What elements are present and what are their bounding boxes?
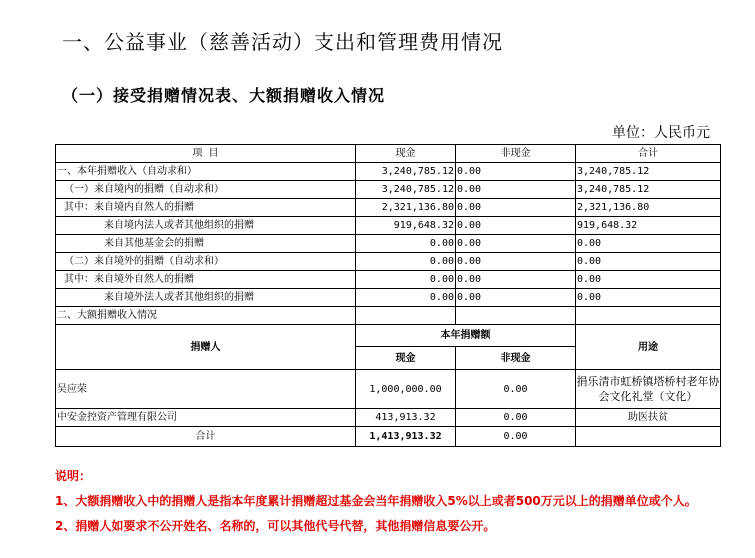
row-total: 919,648.32 xyxy=(576,217,721,235)
total-label: 合计 xyxy=(56,427,356,447)
row-noncash: 0.00 xyxy=(456,253,576,271)
row-total: 0.00 xyxy=(576,253,721,271)
row-cash: 0.00 xyxy=(356,253,456,271)
row-label: 一、本年捐赠收入（自动求和） xyxy=(56,163,356,181)
note-item-1: 1、大额捐赠收入中的捐赠人是指本年度累计捐赠超过基金会当年捐赠收入5%以上或者500万元以上的捐赠单位或个人。 xyxy=(55,494,697,508)
notes-title: 说明： xyxy=(55,469,92,483)
header-cash: 现金 xyxy=(356,145,456,163)
row-cash: 0.00 xyxy=(356,271,456,289)
row-cash: 919,648.32 xyxy=(356,217,456,235)
total-cash: 1,413,913.32 xyxy=(356,427,456,447)
row-cash: 2,321,136.80 xyxy=(356,199,456,217)
header-total: 合计 xyxy=(576,145,721,163)
table-header-row xyxy=(56,145,721,163)
table-row xyxy=(56,235,721,253)
header-noncash: 非现金 xyxy=(456,145,576,163)
currency-unit: 单位：人民币元 xyxy=(612,125,710,141)
table-row xyxy=(56,370,721,409)
row-cash: 0.00 xyxy=(356,289,456,307)
table-row xyxy=(56,181,721,199)
row-noncash: 0.00 xyxy=(456,199,576,217)
donor-name: 吴应荣 xyxy=(56,370,356,409)
empty-cell xyxy=(576,307,721,325)
donor-use: 助医扶贫 xyxy=(576,409,721,427)
donor-noncash: 0.00 xyxy=(456,409,576,427)
table-row xyxy=(56,409,721,427)
row-total: 0.00 xyxy=(576,235,721,253)
empty-cell xyxy=(576,427,721,447)
notes-section xyxy=(55,464,730,539)
row-label: 其中：来自境外自然人的捐赠 xyxy=(56,271,356,289)
table-row xyxy=(56,199,721,217)
section-row xyxy=(56,307,721,325)
section-title: （一）接受捐赠情况表、大额捐赠收入情况 xyxy=(62,86,386,105)
large-donation-section-label: 二、大额捐赠收入情况 xyxy=(56,307,356,325)
row-noncash: 0.00 xyxy=(456,271,576,289)
empty-cell xyxy=(356,307,456,325)
header-item: 项 目 xyxy=(56,145,356,163)
header-use: 用途 xyxy=(576,325,721,370)
empty-cell xyxy=(456,307,576,325)
header-cash: 现金 xyxy=(356,347,456,370)
row-total: 0.00 xyxy=(576,271,721,289)
row-total: 3,240,785.12 xyxy=(576,181,721,199)
total-noncash: 0.00 xyxy=(456,427,576,447)
row-total: 0.00 xyxy=(576,289,721,307)
total-row xyxy=(56,427,721,447)
row-cash: 0.00 xyxy=(356,235,456,253)
row-noncash: 0.00 xyxy=(456,289,576,307)
row-label: （二）来自境外的捐赠（自动求和） xyxy=(56,253,356,271)
large-donation-header-row xyxy=(56,325,721,347)
row-cash: 3,240,785.12 xyxy=(356,163,456,181)
header-donor: 捐赠人 xyxy=(56,325,356,370)
row-total: 3,240,785.12 xyxy=(576,163,721,181)
row-label: 来自其他基金会的捐赠 xyxy=(56,235,356,253)
donor-noncash: 0.00 xyxy=(456,370,576,409)
row-label: 来自境外法人或者其他组织的捐赠 xyxy=(56,289,356,307)
donor-cash: 1,000,000.00 xyxy=(356,370,456,409)
row-label: 来自境内法人或者其他组织的捐赠 xyxy=(56,217,356,235)
row-noncash: 0.00 xyxy=(456,217,576,235)
row-total: 2,321,136.80 xyxy=(576,199,721,217)
table-row xyxy=(56,289,721,307)
table-row xyxy=(56,163,721,181)
row-noncash: 0.00 xyxy=(456,163,576,181)
table-row xyxy=(56,253,721,271)
page-title: 一、公益事业（慈善活动）支出和管理费用情况 xyxy=(62,30,503,54)
donor-use: 捐乐清市虹桥镇塔桥村老年协会文化礼堂（文化） xyxy=(576,370,721,409)
header-annual-amount: 本年捐赠额 xyxy=(356,325,576,347)
row-label: （一）来自境内的捐赠（自动求和） xyxy=(56,181,356,199)
row-noncash: 0.00 xyxy=(456,181,576,199)
donor-cash: 413,913.32 xyxy=(356,409,456,427)
table-row xyxy=(56,271,721,289)
row-label: 其中：来自境内自然人的捐赠 xyxy=(56,199,356,217)
row-cash: 3,240,785.12 xyxy=(356,181,456,199)
row-noncash: 0.00 xyxy=(456,235,576,253)
donor-name: 中安金控资产管理有限公司 xyxy=(56,409,356,427)
table-row xyxy=(56,217,721,235)
header-noncash: 非现金 xyxy=(456,347,576,370)
donation-table xyxy=(55,144,721,447)
note-item-2: 2、捐赠人如要求不公开姓名、名称的，可以其他代号代替，其他捐赠信息要公开。 xyxy=(55,519,496,533)
